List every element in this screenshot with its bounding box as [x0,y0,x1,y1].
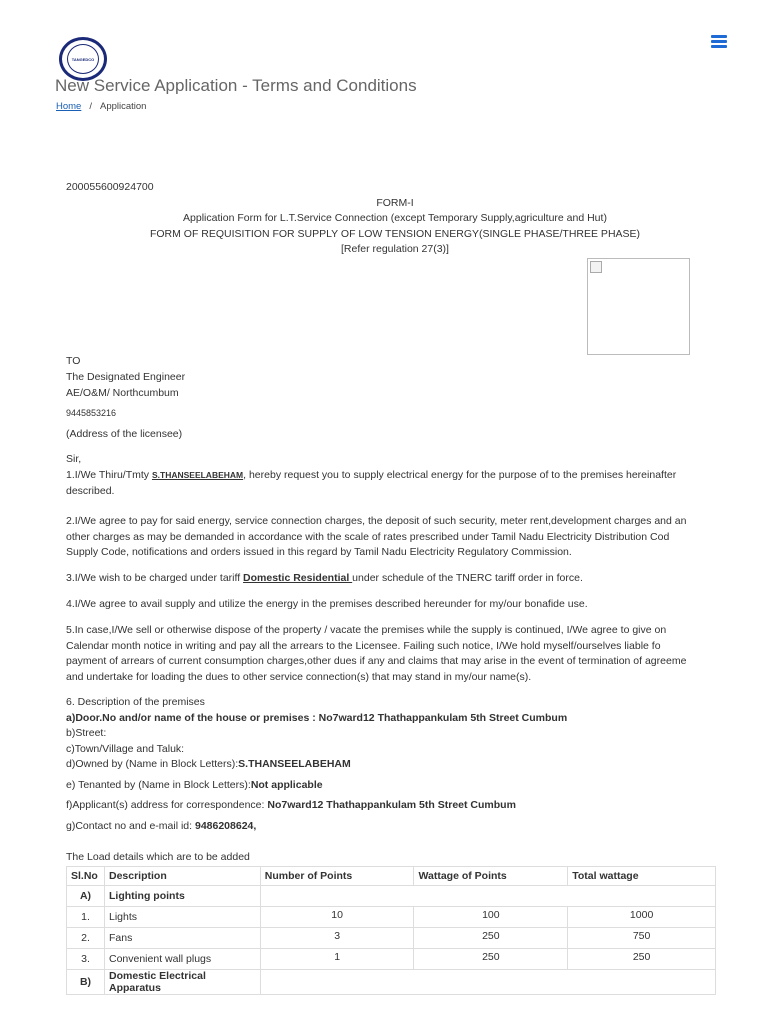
header-wattage: Wattage of Points [414,867,568,886]
premises-tenant [66,779,323,791]
paragraph-4: 4.I/We agree to avail supply and utilize the energy in the premises described hereunder for my/our bonafide use. [66,598,588,610]
salutation: Sir, [66,453,82,465]
row-desc: Convenient wall plugs [104,949,260,970]
row-wattage: 250 [414,928,568,949]
row-total: 250 [568,949,716,970]
row-points: 10 [260,907,414,928]
tenant-value: Not applicable [250,779,323,791]
header-slno: Sl.No [67,867,105,886]
address-note: (Address of the licensee) [66,428,183,440]
p3-text-a: 3.I/We wish to be charged under tariff [66,572,244,584]
header-description: Description [104,867,260,886]
section-a-label: Lighting points [104,886,260,907]
contact-value: 9486208624, [194,820,257,832]
row-wattage: 100 [414,907,568,928]
broken-image-icon [590,261,602,273]
breadcrumb-home-link[interactable]: Home [56,101,82,112]
paragraph-2-line-1: 2.I/We agree to pay for said energy, service connection charges, the deposit of such security, meter rent,development charges and an [66,515,687,527]
section-b-row [67,970,716,995]
paragraph-1 [66,469,676,481]
office-phone: 9445853216 [66,408,117,418]
page-title: New Service Application - Terms and Conditions [55,76,417,94]
form-name: FORM-I [376,197,414,209]
row-total: 1000 [568,907,716,928]
breadcrumb-separator: / [89,101,92,112]
section-a-no: A) [67,886,105,907]
p3-text-b: under schedule of the TNERC tariff order in force. [352,572,583,584]
applicant-name: S.THANSEELABEHAM [151,470,244,480]
address-label: f)Applicant(s) address for correspondence: [66,799,268,811]
row-wattage: 250 [414,949,568,970]
premises-town: c)Town/Village and Taluk: [66,743,185,755]
contact-info [66,820,256,832]
table-row [67,907,716,928]
row-no: 1. [67,907,105,928]
paragraph-3 [66,572,583,584]
section-a-row [67,886,716,907]
row-desc: Lights [104,907,260,928]
table-row [67,949,716,970]
premises-title: 6. Description of the premises [66,696,205,708]
premises-owner [66,758,351,770]
paragraph-5-line-4: and undertake for loading the dues to other service connection(s) that may stand in my/our name(s). [66,671,532,683]
paragraph-5-line-3: payment of arrears of current consumption charges,other dues if any and claims that may arise in the event of termination of agreeme [66,655,687,667]
designated-engineer: The Designated Engineer [66,371,186,383]
section-b-no: B) [67,970,105,995]
tariff-name: Domestic Residential [243,572,353,584]
paragraph-1-cont: described. [66,485,115,497]
applicant-photo [587,258,690,355]
logo-text: TANGEDCO [71,57,95,62]
premises-street: b)Street: [66,727,107,739]
row-total: 750 [568,928,716,949]
contact-label: g)Contact no and e-mail id: [66,820,195,832]
application-number: 200055600924700 [66,181,154,193]
correspondence-address [66,799,516,811]
header-number-of-points: Number of Points [260,867,414,886]
paragraph-5-line-1: 5.In case,I/We sell or otherwise dispose of the property / vacate the premises while the supply is continued, I/We agree to give on [66,624,667,636]
row-no: 3. [67,949,105,970]
tenant-label: e) Tenanted by (Name in Block Letters): [66,779,251,791]
load-details-table [66,866,716,995]
table-row [67,928,716,949]
section-b-label: Domestic Electrical Apparatus [104,970,260,995]
p1-text-a: 1.I/We Thiru/Tmty [66,469,152,481]
premises-door-no: a)Door.No and/or name of the house or premises : No7ward12 Thathappankulam 5th Street Cumbum [66,712,568,724]
paragraph-2-line-3: Supply Code, notifications and orders issued in this regard by Tamil Nadu Electricity Regulatory Commission. [66,546,572,558]
office-name: AE/O&M/ Northcumbum [66,387,179,399]
address-value: No7ward12 Thathappankulam 5th Street Cumbum [267,799,516,811]
to-label: TO [66,355,81,367]
paragraph-5-line-2: Calendar month notice in writing and pay all the arrears to the Licensee. Failing such notice, I/We hold myself/ourselves liable fo [66,640,661,652]
p1-text-b: , hereby request you to supply electrical energy for the purpose of to the premises hereinafter [243,469,677,481]
row-points: 3 [260,928,414,949]
load-caption: The Load details which are to be added [66,851,250,863]
row-points: 1 [260,949,414,970]
table-header-row [67,867,716,886]
header-total-wattage: Total wattage [568,867,716,886]
form-subtitle-1: Application Form for L.T.Service Connection (except Temporary Supply,agriculture and Hut) [183,212,607,224]
row-desc: Fans [104,928,260,949]
paragraph-2-line-2: other charges as may be demanded in accordance with the scale of rates prescribed under Tamil Nadu Electricity Distribution Cod [66,531,670,543]
row-no: 2. [67,928,105,949]
form-subtitle-3: [Refer regulation 27(3)] [341,243,449,255]
owner-label: d)Owned by (Name in Block Letters): [66,758,239,770]
owner-value: S.THANSEELABEHAM [238,758,351,770]
breadcrumb-current: Application [99,101,147,112]
form-subtitle-2: FORM OF REQUISITION FOR SUPPLY OF LOW TENSION ENERGY(SINGLE PHASE/THREE PHASE) [149,228,641,240]
